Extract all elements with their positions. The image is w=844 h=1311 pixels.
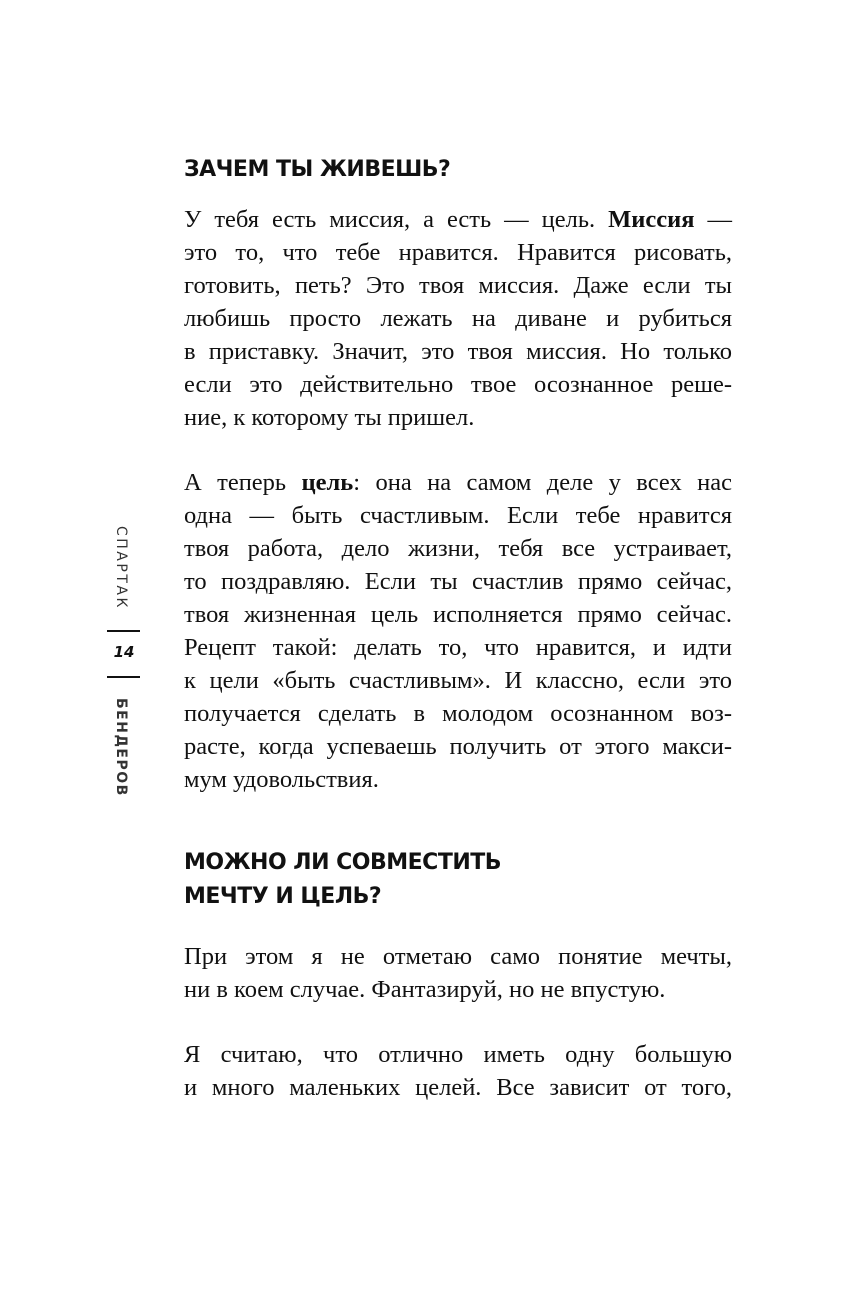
text-line: получается сделать в молодом осознанном воз-: [184, 700, 732, 727]
text-line: в приставку. Значит, это твоя миссия. Но только: [184, 338, 732, 365]
text-line: ние, к которому ты пришел.: [184, 404, 475, 431]
text-run: : она на самом деле у всех нас: [353, 469, 732, 496]
text-line: твоя жизненная цель исполняется прямо сейчас.: [184, 601, 732, 628]
section-heading-text: ЗАЧЕМ ТЫ ЖИВЕШЬ?: [184, 157, 451, 182]
text-line: При этом я не отметаю само понятие мечты,: [184, 943, 732, 970]
text-run: У тебя есть миссия, а есть — цель.: [184, 206, 609, 233]
text-line: Я считаю, что отлично иметь одну большую: [184, 1041, 732, 1068]
text-line: это то, что тебе нравится. Нравится рисовать,: [184, 239, 732, 266]
bold-term-mission: Миссия: [608, 206, 695, 233]
section-heading-why-live: [184, 153, 450, 187]
section-heading-line: МЕЧТУ И ЦЕЛЬ?: [184, 884, 382, 909]
text-line: то поздравляю. Если ты счастлив прямо сейчас,: [184, 568, 732, 595]
text-line: любишь просто лежать на диване и рубиться: [184, 305, 732, 332]
running-head-author-first-name: СПАРТАК: [113, 526, 129, 610]
text-line: Рецепт такой: делать то, что нравится, и идти: [184, 634, 732, 661]
text-line: если это действительно твое осознанное реше-: [184, 371, 732, 398]
paragraph-dream: [184, 940, 732, 1006]
paragraph-mission: [184, 203, 732, 434]
paragraph-big-goal: [184, 1038, 732, 1104]
section-heading-dream-and-goal: [184, 846, 501, 914]
text-line: к цели «быть счастливым». И классно, если это: [184, 667, 732, 694]
section-heading-line: МОЖНО ЛИ СОВМЕСТИТЬ: [184, 850, 502, 875]
text-line: мум удовольствия.: [184, 766, 379, 793]
text-line: [184, 203, 732, 236]
text-line: ни в коем случае. Фантазируй, но не впустую.: [184, 976, 666, 1003]
paragraph-goal: [184, 466, 732, 796]
text-run: А теперь: [184, 469, 302, 496]
bold-term-goal: цель: [301, 469, 354, 496]
text-line: расте, когда успеваешь получить от этого макси-: [184, 733, 732, 760]
text-line: одна — быть счастливым. Если тебе нравится: [184, 502, 732, 529]
running-head-rule-top: [107, 630, 140, 632]
text-run: —: [694, 206, 732, 233]
text-line: [184, 466, 732, 499]
running-head-rule-bottom: [107, 676, 140, 678]
text-line: и много маленьких целей. Все зависит от того,: [184, 1074, 732, 1101]
text-line: твоя работа, дело жизни, тебя все устраивает,: [184, 535, 732, 562]
running-head-author-last-name: БЕНДЕРОВ: [113, 698, 129, 797]
text-line: готовить, петь? Это твоя миссия. Даже если ты: [184, 272, 732, 299]
page-number: 14: [113, 643, 135, 661]
